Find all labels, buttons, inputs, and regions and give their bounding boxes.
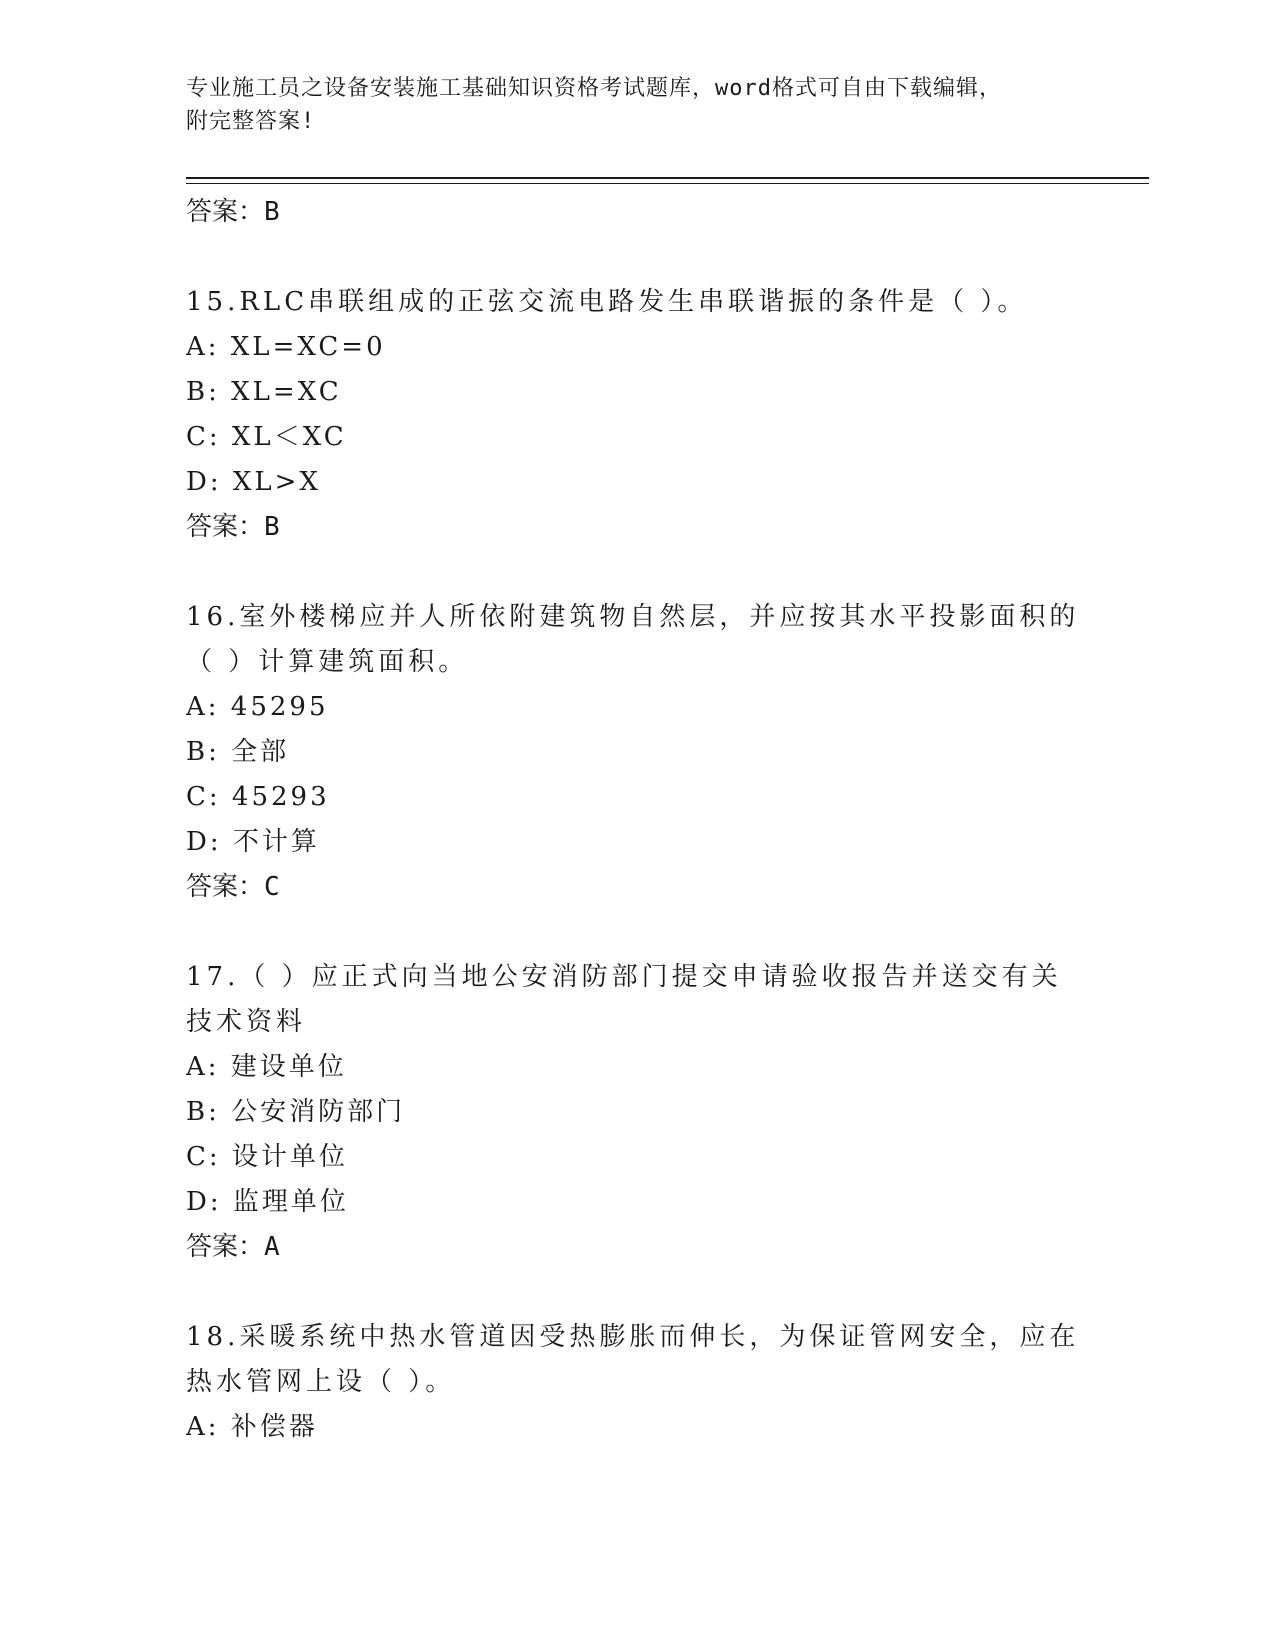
answer-line: 答案：A — [186, 1232, 280, 1262]
question-text: 15.RLC串联组成的正弦交流电路发生串联谐振的条件是（ ）。 — [186, 287, 1028, 317]
option-b: B: 全部 — [186, 737, 290, 767]
question-block — [186, 955, 1086, 1270]
option-d: D: 不计算 — [186, 827, 320, 857]
option-a: A: XL=XC=0 — [186, 332, 386, 362]
option-a: A: 建设单位 — [186, 1052, 347, 1082]
page-header — [186, 72, 1086, 138]
question-block — [186, 280, 1086, 550]
option-c: C: 设计单位 — [186, 1142, 348, 1172]
question-list — [186, 190, 1086, 1450]
header-line-1: 专业施工员之设备安装施工基础知识资格考试题库，word格式可自由下载编辑， — [186, 76, 1002, 101]
option-b: B: 公安消防部门 — [186, 1097, 406, 1127]
header-divider-thin — [186, 183, 1149, 184]
answer-line: 答案：C — [186, 872, 280, 902]
option-b: B: XL=XC — [186, 377, 342, 407]
option-d: D: 监理单位 — [186, 1187, 349, 1217]
option-c: C: 45293 — [186, 782, 330, 812]
header-line-2: 附完整答案! — [186, 109, 316, 134]
question-block — [186, 1315, 1086, 1450]
header-divider — [186, 177, 1149, 179]
answer-line: 答案：B — [186, 197, 280, 227]
option-d: D: XL>X — [186, 467, 321, 497]
question-block — [186, 595, 1086, 910]
option-a: A: 补偿器 — [186, 1412, 318, 1442]
question-text: 17.（ ）应正式向当地公安消防部门提交申请验收报告并送交有关技术资料 — [186, 962, 1062, 1037]
answer-line: 答案：B — [186, 512, 280, 542]
option-c: C: XL＜XC — [186, 422, 347, 452]
question-text: 18.采暖系统中热水管道因受热膨胀而伸长，为保证管网安全，应在热水管网上设（ ）。 — [186, 1322, 1080, 1397]
question-text: 16.室外楼梯应并人所依附建筑物自然层，并应按其水平投影面积的（ ）计算建筑面积。 — [186, 602, 1080, 677]
option-a: A: 45295 — [186, 692, 329, 722]
